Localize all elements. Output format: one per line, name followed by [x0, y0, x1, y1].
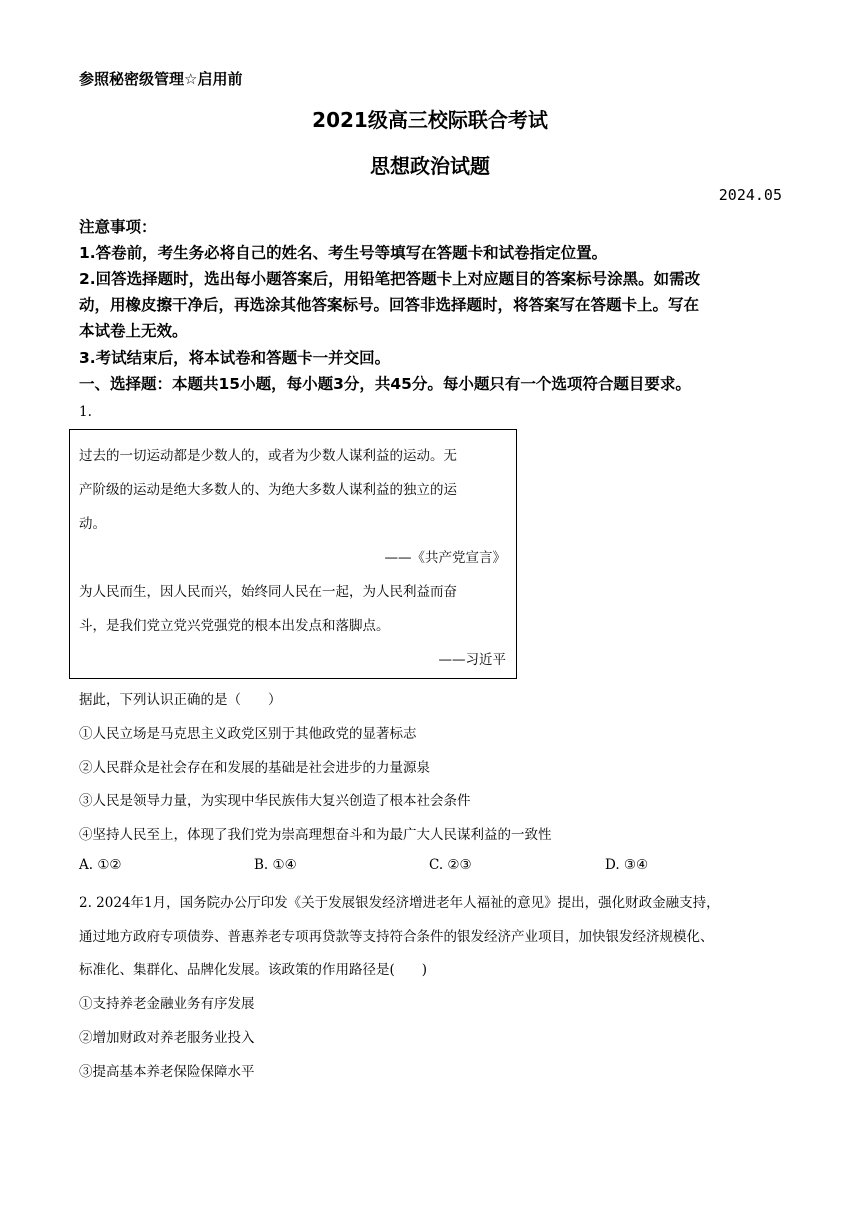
notice-heading: 注意事项：	[79, 218, 157, 236]
question-number: 1.	[79, 404, 92, 420]
section-heading: 一、选择题：本题共15小题，每小题3分，共45分。每小题只有一个选项符合题目要求。	[79, 375, 691, 393]
option-a: A. ①②	[79, 857, 122, 873]
question-stem: 通过地方政府专项债券、普惠养老专项再贷款等支持符合条件的银发经济产业项目，加快银发经济规模化、	[79, 929, 714, 945]
statement-item: ①人民立场是马克思主义政党区别于其他政党的显著标志	[79, 726, 417, 742]
statement-item: ③人民是领导力量，为实现中华民族伟大复兴创造了根本社会条件	[79, 793, 471, 809]
exam-date: 2024.05	[718, 186, 782, 204]
subject-title: 思想政治试题	[370, 154, 490, 178]
statement-item: ①支持养老金融业务有序发展	[79, 996, 255, 1012]
statement-item: ②增加财政对养老服务业投入	[79, 1030, 255, 1046]
notice-line: 3.考试结束后，将本试卷和答题卡一并交回。	[79, 349, 391, 367]
notice-line: 1.答卷前，考生务必将自己的姓名、考生号等填写在答题卡和试卷指定位置。	[79, 244, 608, 262]
question-stem: 标准化、集群化、品牌化发展。该政策的作用路径是( )	[79, 962, 428, 978]
secret-label: 参照秘密级管理☆启用前	[79, 70, 243, 88]
statement-item: ④坚持人民至上，体现了我们党为崇高理想奋斗和为最广大人民谋利益的一致性	[79, 827, 552, 843]
option-b: B. ①④	[254, 857, 297, 873]
quote-line: 产阶级的运动是绝大多数人的、为绝大多数人谋利益的独立的运	[79, 482, 457, 498]
statement-item: ③提高基本养老保险保障水平	[79, 1064, 255, 1080]
quote-line: 斗，是我们党立党兴党强党的根本出发点和落脚点。	[79, 618, 390, 634]
quote-box	[69, 429, 517, 679]
quote-source: ——《共产党宣言》	[384, 550, 506, 566]
quote-line: 动。	[79, 516, 106, 532]
notice-line: 动，用橡皮擦干净后，再选涂其他答案标号。回答非选择题时，将答案写在答题卡上。写在	[79, 296, 700, 314]
question-stem: 据此，下列认识正确的是（ ）	[79, 692, 282, 708]
notice-line: 本试卷上无效。	[79, 322, 188, 340]
quote-line: 过去的一切运动都是少数人的，或者为少数人谋利益的运动。无	[79, 448, 457, 464]
quote-source: ——习近平	[438, 652, 506, 668]
quote-line: 为人民而生，因人民而兴，始终同人民在一起，为人民利益而奋	[79, 584, 457, 600]
notice-line: 2.回答选择题时，选出每小题答案后，用铅笔把答题卡上对应题目的答案标号涂黑。如需改	[79, 270, 701, 288]
question-stem: 2. 2024年1月，国务院办公厅印发《关于发展银发经济增进老年人福祉的意见》提出，强化财政金融支持，	[79, 895, 720, 911]
option-d: D. ③④	[605, 857, 649, 873]
statement-item: ②人民群众是社会存在和发展的基础是社会进步的力量源泉	[79, 760, 430, 776]
option-c: C. ②③	[429, 857, 472, 873]
exam-title: 2021级高三校际联合考试	[312, 108, 548, 132]
